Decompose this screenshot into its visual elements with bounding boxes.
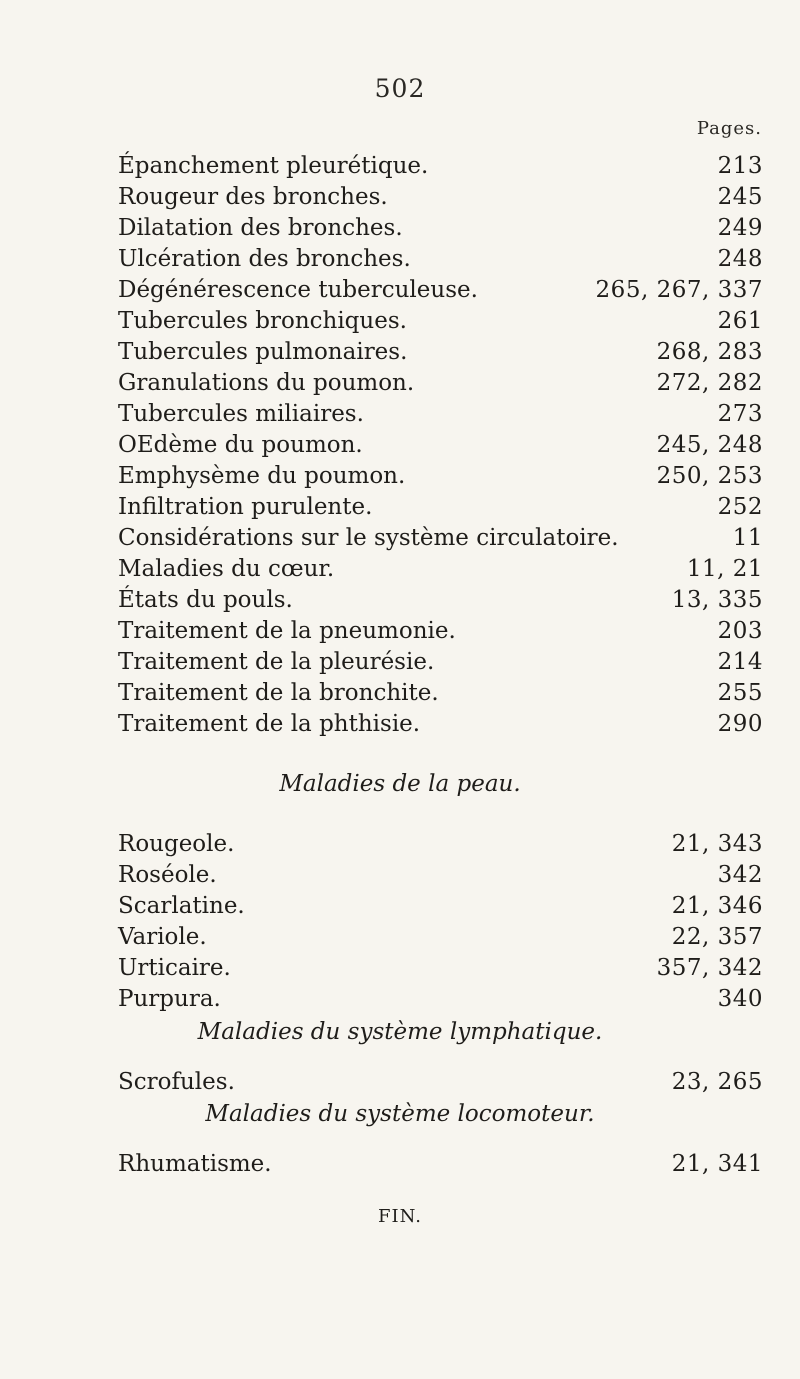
section-heading-locomoteur: Maladies du système locomoteur. xyxy=(205,1101,595,1127)
index-entry xyxy=(118,646,763,678)
index-entry xyxy=(118,677,763,709)
entry-label: Granulations du poumon. xyxy=(118,370,415,396)
section-heading-peau: Maladies de la peau. xyxy=(279,771,521,797)
index-entry xyxy=(118,274,763,306)
entry-pages: 13, 335 xyxy=(671,587,763,613)
entry-label: Traitement de la bronchite. xyxy=(118,680,439,706)
index-entry xyxy=(118,212,763,244)
entry-label: OEdème du poumon. xyxy=(118,432,363,458)
entry-pages: 252 xyxy=(717,494,763,520)
entry-pages: 272, 282 xyxy=(656,370,763,396)
index-entry xyxy=(118,1066,763,1098)
index-entry xyxy=(118,522,763,554)
entry-label: Dégénérescence tuberculeuse. xyxy=(118,277,478,303)
entry-label: Scarlatine. xyxy=(118,893,245,919)
entry-label: Infiltration purulente. xyxy=(118,494,373,520)
entry-label: Roséole. xyxy=(118,862,217,888)
entry-label: Traitement de la phthisie. xyxy=(118,711,421,737)
entry-pages: 342 xyxy=(717,862,763,888)
index-entry xyxy=(118,305,763,337)
index-entry xyxy=(118,828,763,860)
entry-pages: 255 xyxy=(717,680,763,706)
entry-pages: 245 xyxy=(717,184,763,210)
entry-pages: 340 xyxy=(717,986,763,1012)
entry-pages: 214 xyxy=(717,649,763,675)
index-entry xyxy=(118,983,763,1015)
index-entry xyxy=(118,491,763,523)
index-entry xyxy=(118,429,763,461)
entry-label: Traitement de la pneumonie. xyxy=(118,618,456,644)
section-heading-lymphatique: Maladies du système lymphatique. xyxy=(197,1019,603,1045)
entry-pages: 22, 357 xyxy=(671,924,763,950)
entry-pages: 268, 283 xyxy=(656,339,763,365)
page-number: 502 xyxy=(374,74,426,103)
entry-label: Tubercules bronchiques. xyxy=(118,308,407,334)
entry-pages: 21, 341 xyxy=(671,1151,763,1177)
entry-pages: 11 xyxy=(732,525,763,551)
index-entry xyxy=(118,460,763,492)
entry-label: États du pouls. xyxy=(118,587,293,613)
entry-label: Urticaire. xyxy=(118,955,231,981)
index-entry xyxy=(118,952,763,984)
index-entry xyxy=(118,859,763,891)
index-entry xyxy=(118,150,763,182)
entry-pages: 273 xyxy=(717,401,763,427)
entry-label: Rougeole. xyxy=(118,831,235,857)
entry-label: Rhumatisme. xyxy=(118,1151,272,1177)
entry-label: Variole. xyxy=(118,924,207,950)
index-entry xyxy=(118,367,763,399)
entry-label: Maladies du cœur. xyxy=(118,556,335,582)
index-entry xyxy=(118,1148,763,1180)
fin-mark: FIN. xyxy=(378,1206,422,1227)
entry-label: Scrofules. xyxy=(118,1069,235,1095)
entry-label: Considérations sur le système circulatoire. xyxy=(118,525,619,551)
entry-label: Épanchement pleurétique. xyxy=(118,153,429,179)
entry-label: Rougeur des bronches. xyxy=(118,184,388,210)
entry-pages: 21, 346 xyxy=(671,893,763,919)
index-entry xyxy=(118,181,763,213)
entry-pages: 265, 267, 337 xyxy=(595,277,763,303)
entry-label: Emphysème du poumon. xyxy=(118,463,406,489)
entry-pages: 249 xyxy=(717,215,763,241)
entry-pages: 11, 21 xyxy=(686,556,763,582)
entry-pages: 213 xyxy=(717,153,763,179)
index-entry xyxy=(118,708,763,740)
entry-label: Tubercules pulmonaires. xyxy=(118,339,408,365)
index-entry xyxy=(118,398,763,430)
index-entry xyxy=(118,584,763,616)
index-entry xyxy=(118,921,763,953)
entry-pages: 250, 253 xyxy=(656,463,763,489)
index-entry xyxy=(118,336,763,368)
entry-pages: 248 xyxy=(717,246,763,272)
entry-pages: 261 xyxy=(717,308,763,334)
index-entry xyxy=(118,615,763,647)
index-entry xyxy=(118,243,763,275)
entry-pages: 357, 342 xyxy=(656,955,763,981)
entry-pages: 23, 265 xyxy=(671,1069,763,1095)
entry-pages: 245, 248 xyxy=(656,432,763,458)
entry-label: Traitement de la pleurésie. xyxy=(118,649,435,675)
entry-pages: 203 xyxy=(717,618,763,644)
entry-label: Ulcération des bronches. xyxy=(118,246,411,272)
entry-label: Dilatation des bronches. xyxy=(118,215,403,241)
entry-pages: 21, 343 xyxy=(671,831,763,857)
index-entry xyxy=(118,553,763,585)
entry-label: Purpura. xyxy=(118,986,221,1012)
index-entry xyxy=(118,890,763,922)
entry-label: Tubercules miliaires. xyxy=(118,401,364,427)
entry-pages: 290 xyxy=(717,711,763,737)
pages-column-label: Pages. xyxy=(696,118,762,139)
